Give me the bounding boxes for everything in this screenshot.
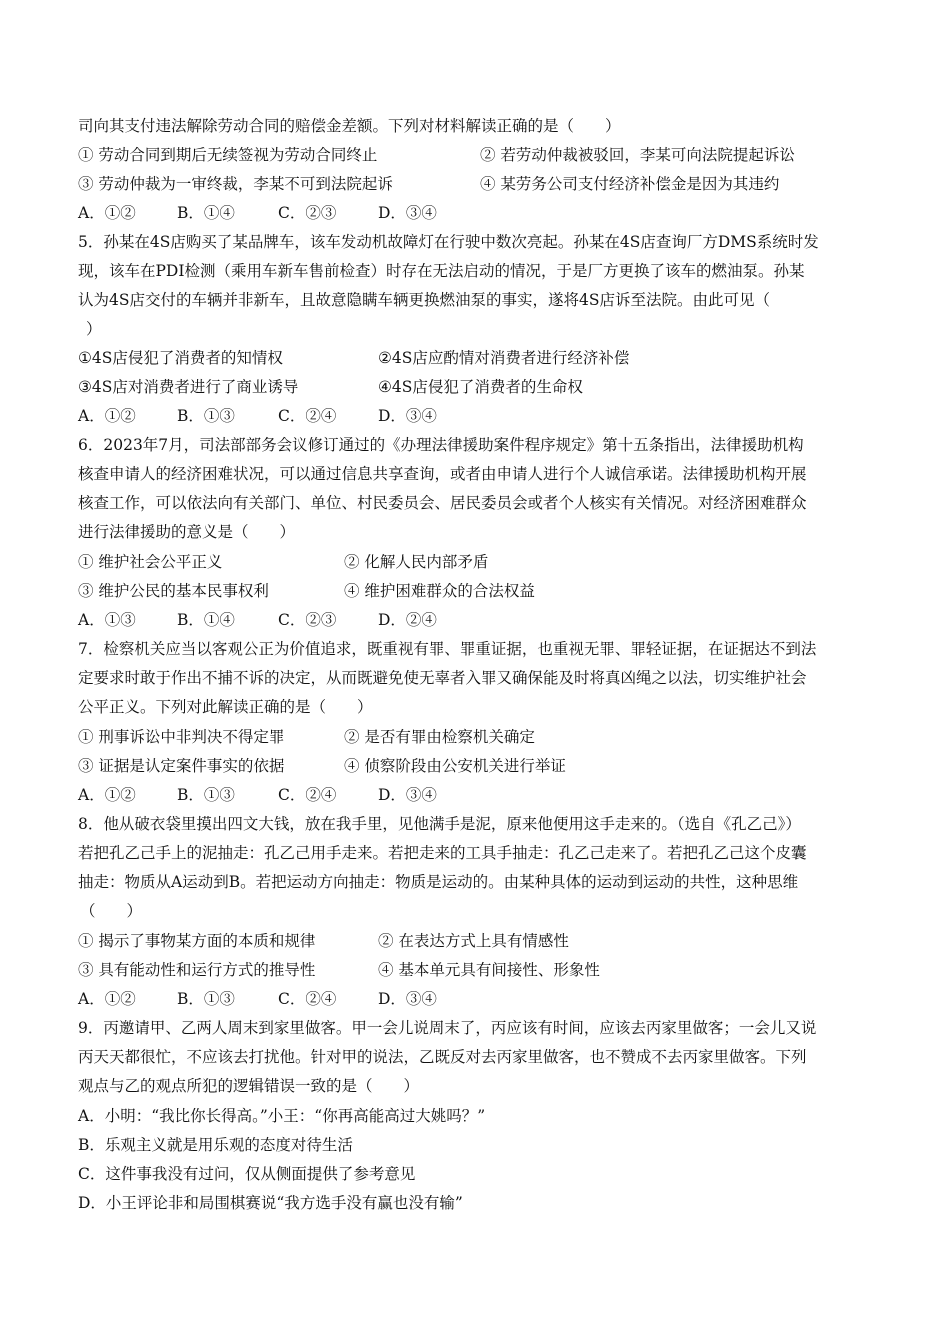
q8-stem-line: （ ） [80, 902, 143, 920]
q8-stem-line: 抽走：物质从A运动到B。若把运动方向抽走：物质是运动的。由某种具体的运动到运动的共性，这种思维 [78, 873, 799, 891]
q5-item-1: ①4S店侵犯了消费者的知情权 [78, 349, 283, 367]
q6-stem-line: 核查工作，可以依法向有关部门、单位、村民委员会、居民委员会或者个人核实有关情况。对经济困难群众 [78, 494, 807, 512]
q4-stem-tail: 司向其支付违法解除劳动合同的赔偿金差额。下列对材料解读正确的是（ ） [78, 117, 621, 135]
q4-option-c: C．②③ [278, 204, 337, 222]
q8-option-b: B．①③ [177, 990, 235, 1008]
q7-option-b: B．①③ [177, 786, 235, 804]
q4-option-b: B．①④ [177, 204, 235, 222]
q8-item-3: ③ 具有能动性和运行方式的推导性 [78, 961, 316, 979]
q4-item-2: ② 若劳动仲裁被驳回，李某可向法院提起诉讼 [480, 146, 795, 164]
q7-item-2: ② 是否有罪由检察机关确定 [344, 728, 535, 746]
q9-choice-c: C．这件事我没有过问，仅从侧面提供了参考意见 [78, 1165, 416, 1183]
q6-item-2: ② 化解人民内部矛盾 [344, 553, 489, 571]
q6-stem-line: 核查申请人的经济困难状况，可以通过信息共享查询，或者由申请人进行个人诚信承诺。法律援助机构开展 [78, 465, 807, 483]
q5-item-2: ②4S店应酌情对消费者进行经济补偿 [378, 349, 630, 367]
q9-stem-line: 丙天天都很忙，不应该去打扰他。针对甲的说法，乙既反对去丙家里做客，也不赞成不去丙家里做客。下列 [78, 1048, 807, 1066]
q6-option-b: B．①④ [177, 611, 235, 629]
q8-option-c: C．②④ [278, 990, 337, 1008]
q7-option-a: A．①② [78, 786, 136, 804]
q5-option-a: A．①② [78, 407, 136, 425]
q4-item-1: ① 劳动合同到期后无续签视为劳动合同终止 [78, 146, 378, 164]
q5-stem-line: 现，该车在PDI检测（乘用车新车售前检查）时存在无法启动的情况，于是厂方更换了该车的燃油泵。孙某 [78, 262, 805, 280]
q4-option-a: A．①② [78, 204, 136, 222]
q8-option-d: D．③④ [378, 990, 437, 1008]
q8-item-4: ④ 基本单元具有间接性、形象性 [378, 961, 600, 979]
q7-item-4: ④ 侦察阶段由公安机关进行举证 [344, 757, 566, 775]
q8-item-2: ② 在表达方式上具有情感性 [378, 932, 569, 950]
q5-option-b: B．①③ [177, 407, 235, 425]
q9-stem-line: 9．丙邀请甲、乙两人周末到家里做客。甲一会儿说周末了，丙应该有时间，应该去丙家里做客；一会儿又说 [78, 1019, 817, 1037]
q5-stem-line: ） [86, 320, 102, 338]
q8-stem-line: 若把孔乙己手上的泥抽走：孔乙己用手走来。若把走来的工具手抽走：孔乙己走来了。若把孔乙己这个皮囊 [78, 844, 807, 862]
q7-item-3: ③ 证据是认定案件事实的依据 [78, 757, 285, 775]
q5-option-c: C．②④ [278, 407, 337, 425]
q7-option-d: D．③④ [378, 786, 437, 804]
q7-option-c: C．②④ [278, 786, 337, 804]
q7-stem-line: 公平正义。下列对此解读正确的是（ ） [78, 698, 373, 716]
q4-item-3: ③ 劳动仲裁为一审终裁，李某不可到法院起诉 [78, 175, 393, 193]
q7-stem-line: 7．检察机关应当以客观公正为价值追求，既重视有罪、罪重证据，也重视无罪、罪轻证据，在证据达不到法 [78, 640, 817, 658]
q6-stem-line: 6．2023年7月，司法部部务会议修订通过的《办理法律援助案件程序规定》第十五条指出，法律援助机构 [78, 436, 804, 454]
q7-item-1: ① 刑事诉讼中非判决不得定罪 [78, 728, 285, 746]
q5-option-d: D．③④ [378, 407, 437, 425]
q5-stem-line: 认为4S店交付的车辆并非新车，且故意隐瞒车辆更换燃油泵的事实，遂将4S店诉至法院。由此可见（ [78, 291, 770, 309]
q4-item-4: ④ 某劳务公司支付经济补偿金是因为其违约 [480, 175, 780, 193]
q7-stem-line: 定要求时敢于作出不捕不诉的决定，从而既避免使无辜者入罪又确保能及时将真凶绳之以法，切实维护社会 [78, 669, 807, 687]
q5-item-3: ③4S店对消费者进行了商业诱导 [78, 378, 299, 396]
q8-item-1: ① 揭示了事物某方面的本质和规律 [78, 932, 316, 950]
q4-option-d: D．③④ [378, 204, 437, 222]
q6-item-1: ① 维护社会公平正义 [78, 553, 223, 571]
q6-item-4: ④ 维护困难群众的合法权益 [344, 582, 535, 600]
q6-option-c: C．②③ [278, 611, 337, 629]
q6-stem-line: 进行法律援助的意义是（ ） [78, 523, 296, 541]
q5-item-4: ④4S店侵犯了消费者的生命权 [378, 378, 583, 396]
q6-item-3: ③ 维护公民的基本民事权利 [78, 582, 269, 600]
q9-choice-a: A．小明：“我比你长得高。”小王：“你再高能高过大姚吗？” [78, 1107, 486, 1125]
q8-stem-line: 8．他从破衣袋里摸出四文大钱，放在我手里，见他满手是泥，原来他便用这手走来的。（选自《孔乙己》） [78, 815, 801, 833]
q6-option-d: D．②④ [378, 611, 437, 629]
q6-option-a: A．①③ [78, 611, 136, 629]
q9-choice-b: B．乐观主义就是用乐观的态度对待生活 [78, 1136, 353, 1154]
q9-choice-d: D．小王评论非和局围棋赛说“我方选手没有赢也没有输” [78, 1194, 463, 1212]
q5-stem-line: 5．孙某在4S店购买了某品牌车，该车发动机故障灯在行驶中数次亮起。孙某在4S店查询厂方DMS系统时发 [78, 233, 819, 251]
q8-option-a: A．①② [78, 990, 136, 1008]
q9-stem-line: 观点与乙的观点所犯的逻辑错误一致的是（ ） [78, 1077, 420, 1095]
